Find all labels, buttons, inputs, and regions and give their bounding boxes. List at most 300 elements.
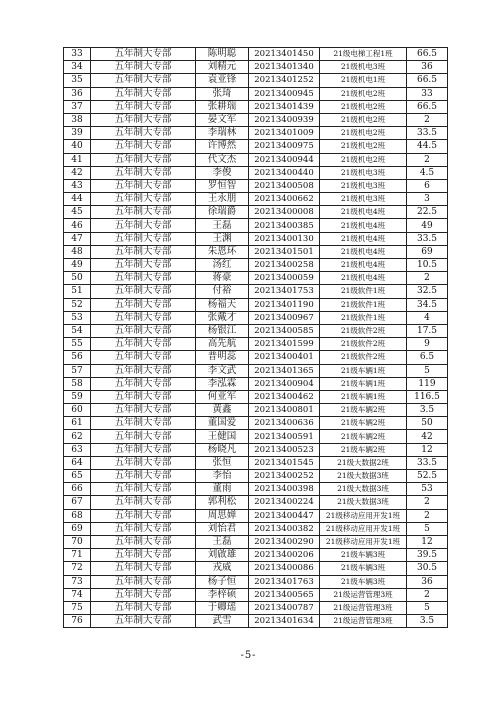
row-number: 69: [64, 522, 91, 535]
department-cell: 五年制大专部: [91, 509, 196, 522]
row-number: 73: [64, 575, 91, 588]
class-cell: 21级机电4班: [320, 206, 407, 219]
row-number: 53: [64, 311, 91, 324]
row-number: 61: [64, 417, 91, 430]
student-id-cell: 20213401599: [249, 338, 320, 351]
department-cell: 五年制大专部: [91, 206, 196, 219]
score-cell: 116.5: [407, 390, 448, 403]
table-row: [64, 324, 448, 337]
score-cell: 2: [407, 509, 448, 522]
student-name-cell: 李俊: [196, 166, 249, 179]
score-cell: 12: [407, 535, 448, 548]
department-cell: 五年制大专部: [91, 259, 196, 272]
table-row: [64, 522, 448, 535]
class-cell: 21级车辆2班: [320, 417, 407, 430]
student-id-cell: 20213400440: [249, 166, 320, 179]
score-cell: 34.5: [407, 298, 448, 311]
row-number: 64: [64, 456, 91, 469]
student-name-cell: 王磊: [196, 535, 249, 548]
row-number: 46: [64, 219, 91, 232]
class-cell: 21级运营管理3班: [320, 588, 407, 601]
row-number: 38: [64, 113, 91, 126]
student-name-cell: 徐瑞爵: [196, 206, 249, 219]
table-row: [64, 259, 448, 272]
department-cell: 五年制大专部: [91, 166, 196, 179]
table-row: [64, 298, 448, 311]
class-cell: 21级大数据3班: [320, 470, 407, 483]
class-cell: 21级机电3班: [320, 193, 407, 206]
student-name-cell: 杨晓凡: [196, 443, 249, 456]
row-number: 48: [64, 245, 91, 258]
table-row: [64, 219, 448, 232]
class-cell: 21级机电3班: [320, 61, 407, 74]
table-row: [64, 430, 448, 443]
student-id-cell: 20213401450: [249, 48, 320, 61]
row-number: 41: [64, 153, 91, 166]
score-cell: 66.5: [407, 100, 448, 113]
class-cell: 21级车辆3班: [320, 562, 407, 575]
student-id-cell: 20213400258: [249, 259, 320, 272]
score-cell: 49: [407, 219, 448, 232]
student-id-cell: 20213401365: [249, 364, 320, 377]
table-row: [64, 206, 448, 219]
table-row: [64, 179, 448, 192]
table-row: [64, 232, 448, 245]
student-name-cell: 代文杰: [196, 153, 249, 166]
department-cell: 五年制大专部: [91, 390, 196, 403]
score-cell: 52.5: [407, 470, 448, 483]
class-cell: 21级车辆2班: [320, 443, 407, 456]
department-cell: 五年制大专部: [91, 153, 196, 166]
student-name-cell: 付裕: [196, 285, 249, 298]
table-row: [64, 87, 448, 100]
student-name-cell: 罗恒智: [196, 179, 249, 192]
table-row: [64, 61, 448, 74]
student-name-cell: 武雪: [196, 615, 249, 628]
department-cell: 五年制大专部: [91, 285, 196, 298]
student-id-cell: 20213400398: [249, 483, 320, 496]
student-name-cell: 杨子恒: [196, 575, 249, 588]
department-cell: 五年制大专部: [91, 443, 196, 456]
student-id-cell: 20213400801: [249, 404, 320, 417]
student-id-cell: 20213400944: [249, 153, 320, 166]
table-row: [64, 245, 448, 258]
department-cell: 五年制大专部: [91, 311, 196, 324]
score-cell: 33: [407, 87, 448, 100]
table-row: [64, 127, 448, 140]
table-row: [64, 509, 448, 522]
department-cell: 五年制大专部: [91, 470, 196, 483]
class-cell: 21级车辆1班: [320, 377, 407, 390]
score-cell: 2: [407, 496, 448, 509]
score-cell: 10.5: [407, 259, 448, 272]
student-id-cell: 20213400939: [249, 113, 320, 126]
row-number: 34: [64, 61, 91, 74]
class-cell: 21级车辆2班: [320, 430, 407, 443]
department-cell: 五年制大专部: [91, 615, 196, 628]
table-row: [64, 272, 448, 285]
row-number: 47: [64, 232, 91, 245]
department-cell: 五年制大专部: [91, 456, 196, 469]
department-cell: 五年制大专部: [91, 417, 196, 430]
department-cell: 五年制大专部: [91, 549, 196, 562]
page-number: -5-: [240, 650, 257, 661]
score-cell: 3.5: [407, 404, 448, 417]
student-id-cell: 20213400224: [249, 496, 320, 509]
score-cell: 42: [407, 430, 448, 443]
department-cell: 五年制大专部: [91, 364, 196, 377]
student-id-cell: 20213400523: [249, 443, 320, 456]
student-name-cell: 刘啟雄: [196, 549, 249, 562]
row-number: 33: [64, 48, 91, 61]
table-row: [64, 496, 448, 509]
score-cell: 17.5: [407, 324, 448, 337]
department-cell: 五年制大专部: [91, 338, 196, 351]
student-id-cell: 20213400904: [249, 377, 320, 390]
table-row: [64, 535, 448, 548]
score-cell: 33.5: [407, 456, 448, 469]
table-row: [64, 113, 448, 126]
score-cell: 9: [407, 338, 448, 351]
row-number: 67: [64, 496, 91, 509]
table-row: [64, 443, 448, 456]
student-id-cell: 20213401763: [249, 575, 320, 588]
table-row: [64, 100, 448, 113]
student-name-cell: 王磊: [196, 219, 249, 232]
class-cell: 21级机电3班: [320, 179, 407, 192]
row-number: 59: [64, 390, 91, 403]
student-name-cell: 张恒: [196, 456, 249, 469]
department-cell: 五年制大专部: [91, 601, 196, 614]
row-number: 45: [64, 206, 91, 219]
department-cell: 五年制大专部: [91, 404, 196, 417]
student-id-cell: 20213401545: [249, 456, 320, 469]
table-row: [64, 74, 448, 87]
student-name-cell: 王永朋: [196, 193, 249, 206]
row-number: 50: [64, 272, 91, 285]
table-row: [64, 404, 448, 417]
student-name-cell: 李瑞林: [196, 127, 249, 140]
student-name-cell: 刘怡君: [196, 522, 249, 535]
score-cell: 39.5: [407, 549, 448, 562]
student-name-cell: 张戴才: [196, 311, 249, 324]
table-row: [64, 549, 448, 562]
table-row: [64, 377, 448, 390]
student-id-cell: 20213400585: [249, 324, 320, 337]
department-cell: 五年制大专部: [91, 48, 196, 61]
class-cell: 21级机电4班: [320, 219, 407, 232]
row-number: 60: [64, 404, 91, 417]
student-name-cell: 董国爱: [196, 417, 249, 430]
row-number: 37: [64, 100, 91, 113]
row-number: 76: [64, 615, 91, 628]
score-cell: 4.5: [407, 166, 448, 179]
class-cell: 21级机电2班: [320, 127, 407, 140]
student-name-cell: 许博然: [196, 140, 249, 153]
class-cell: 21级大数据3班: [320, 483, 407, 496]
student-id-cell: 20213401439: [249, 100, 320, 113]
row-number: 70: [64, 535, 91, 548]
table-row: [64, 311, 448, 324]
class-cell: 21级大数据3班: [320, 496, 407, 509]
department-cell: 五年制大专部: [91, 219, 196, 232]
department-cell: 五年制大专部: [91, 575, 196, 588]
student-name-cell: 何亚军: [196, 390, 249, 403]
student-name-cell: 朱恩环: [196, 245, 249, 258]
class-cell: 21级运营管理3班: [320, 601, 407, 614]
score-cell: 2: [407, 113, 448, 126]
class-cell: 21级软件1班: [320, 298, 407, 311]
row-number: 74: [64, 588, 91, 601]
class-cell: 21级软件1班: [320, 311, 407, 324]
score-cell: 2: [407, 153, 448, 166]
class-cell: 21级移动应用开发1班: [320, 509, 407, 522]
department-cell: 五年制大专部: [91, 535, 196, 548]
student-id-cell: 20213400636: [249, 417, 320, 430]
score-cell: 36: [407, 575, 448, 588]
student-id-cell: 20213400008: [249, 206, 320, 219]
student-name-cell: 李梓硕: [196, 588, 249, 601]
table-row: [64, 575, 448, 588]
class-cell: 21级移动应用开发1班: [320, 535, 407, 548]
score-cell: 119: [407, 377, 448, 390]
student-id-cell: 20213400059: [249, 272, 320, 285]
class-cell: 21级移动应用开发1班: [320, 522, 407, 535]
department-cell: 五年制大专部: [91, 324, 196, 337]
score-cell: 44.5: [407, 140, 448, 153]
class-cell: 21级车辆1班: [320, 390, 407, 403]
table-row: [64, 562, 448, 575]
table-row: [64, 48, 448, 61]
student-score-table: [63, 47, 448, 628]
class-cell: 21级车辆2班: [320, 404, 407, 417]
row-number: 40: [64, 140, 91, 153]
row-number: 68: [64, 509, 91, 522]
student-name-cell: 董雨: [196, 483, 249, 496]
student-id-cell: 20213401252: [249, 74, 320, 87]
row-number: 63: [64, 443, 91, 456]
row-number: 75: [64, 601, 91, 614]
class-cell: 21级车辆3班: [320, 575, 407, 588]
student-name-cell: 于卿瑶: [196, 601, 249, 614]
row-number: 35: [64, 74, 91, 87]
score-cell: 6: [407, 179, 448, 192]
student-name-cell: 杨银江: [196, 324, 249, 337]
student-id-cell: 20213401634: [249, 615, 320, 628]
score-cell: 36: [407, 61, 448, 74]
class-cell: 21级机电4班: [320, 272, 407, 285]
score-cell: 4: [407, 311, 448, 324]
department-cell: 五年制大专部: [91, 562, 196, 575]
row-number: 44: [64, 193, 91, 206]
student-name-cell: 王渊: [196, 232, 249, 245]
student-id-cell: 20213400401: [249, 351, 320, 364]
department-cell: 五年制大专部: [91, 127, 196, 140]
student-name-cell: 晏文军: [196, 113, 249, 126]
table-row: [64, 417, 448, 430]
class-cell: 21级车辆1班: [320, 364, 407, 377]
department-cell: 五年制大专部: [91, 193, 196, 206]
student-id-cell: 20213400447: [249, 509, 320, 522]
class-cell: 21级软件2班: [320, 351, 407, 364]
student-id-cell: 20213401340: [249, 61, 320, 74]
row-number: 54: [64, 324, 91, 337]
row-number: 55: [64, 338, 91, 351]
row-number: 49: [64, 259, 91, 272]
department-cell: 五年制大专部: [91, 522, 196, 535]
department-cell: 五年制大专部: [91, 74, 196, 87]
table-row: [64, 483, 448, 496]
row-number: 72: [64, 562, 91, 575]
score-cell: 69: [407, 245, 448, 258]
row-number: 57: [64, 364, 91, 377]
department-cell: 五年制大专部: [91, 61, 196, 74]
score-cell: 5: [407, 522, 448, 535]
student-id-cell: 20213400565: [249, 588, 320, 601]
row-number: 42: [64, 166, 91, 179]
score-cell: 33.5: [407, 232, 448, 245]
student-id-cell: 20213400130: [249, 232, 320, 245]
student-id-cell: 20213400662: [249, 193, 320, 206]
table-row: [64, 140, 448, 153]
row-number: 71: [64, 549, 91, 562]
student-id-cell: 20213400945: [249, 87, 320, 100]
department-cell: 五年制大专部: [91, 113, 196, 126]
student-id-cell: 20213401190: [249, 298, 320, 311]
department-cell: 五年制大专部: [91, 588, 196, 601]
table-row: [64, 588, 448, 601]
score-cell: 22.5: [407, 206, 448, 219]
row-number: 51: [64, 285, 91, 298]
class-cell: 21级软件2班: [320, 338, 407, 351]
student-id-cell: 20213400462: [249, 390, 320, 403]
department-cell: 五年制大专部: [91, 140, 196, 153]
class-cell: 21级机电2班: [320, 153, 407, 166]
score-cell: 3.5: [407, 615, 448, 628]
class-cell: 21级机电1班: [320, 74, 407, 87]
class-cell: 21级机电4班: [320, 245, 407, 258]
class-cell: 21级机电4班: [320, 259, 407, 272]
class-cell: 21级机电2班: [320, 100, 407, 113]
score-cell: 5: [407, 364, 448, 377]
department-cell: 五年制大专部: [91, 232, 196, 245]
student-name-cell: 张琦: [196, 87, 249, 100]
score-cell: 6.5: [407, 351, 448, 364]
score-cell: 53: [407, 483, 448, 496]
student-name-cell: 普明蕊: [196, 351, 249, 364]
student-id-cell: 20213400975: [249, 140, 320, 153]
student-id-cell: 20213400382: [249, 522, 320, 535]
table-row: [64, 615, 448, 628]
score-cell: 2: [407, 272, 448, 285]
row-number: 39: [64, 127, 91, 140]
student-name-cell: 王健国: [196, 430, 249, 443]
table-body: [64, 48, 448, 628]
student-name-cell: 李泓霖: [196, 377, 249, 390]
score-cell: 5: [407, 601, 448, 614]
class-cell: 21级机电2班: [320, 140, 407, 153]
row-number: 56: [64, 351, 91, 364]
class-cell: 21级机电4班: [320, 232, 407, 245]
table-row: [64, 601, 448, 614]
department-cell: 五年制大专部: [91, 100, 196, 113]
score-cell: 2: [407, 588, 448, 601]
student-id-cell: 20213400967: [249, 311, 320, 324]
table-row: [64, 470, 448, 483]
department-cell: 五年制大专部: [91, 430, 196, 443]
department-cell: 五年制大专部: [91, 272, 196, 285]
class-cell: 21级机电3班: [320, 166, 407, 179]
class-cell: 21级软件2班: [320, 324, 407, 337]
student-name-cell: 郭利松: [196, 496, 249, 509]
table-row: [64, 338, 448, 351]
class-cell: 21级软件1班: [320, 285, 407, 298]
row-number: 66: [64, 483, 91, 496]
student-name-cell: 高先航: [196, 338, 249, 351]
student-name-cell: 黄鑫: [196, 404, 249, 417]
table-row: [64, 456, 448, 469]
department-cell: 五年制大专部: [91, 377, 196, 390]
student-id-cell: 20213400252: [249, 470, 320, 483]
row-number: 62: [64, 430, 91, 443]
class-cell: 21级机电2班: [320, 113, 407, 126]
student-name-cell: 李怡: [196, 470, 249, 483]
department-cell: 五年制大专部: [91, 483, 196, 496]
student-id-cell: 20213401009: [249, 127, 320, 140]
table-row: [64, 166, 448, 179]
score-cell: 66.5: [407, 74, 448, 87]
score-cell: 66.5: [407, 48, 448, 61]
department-cell: 五年制大专部: [91, 351, 196, 364]
score-cell: 32.5: [407, 285, 448, 298]
department-cell: 五年制大专部: [91, 179, 196, 192]
row-number: 43: [64, 179, 91, 192]
student-id-cell: 20213401753: [249, 285, 320, 298]
student-name-cell: 陈明聪: [196, 48, 249, 61]
student-id-cell: 20213400508: [249, 179, 320, 192]
department-cell: 五年制大专部: [91, 245, 196, 258]
student-name-cell: 李文武: [196, 364, 249, 377]
row-number: 36: [64, 87, 91, 100]
department-cell: 五年制大专部: [91, 496, 196, 509]
student-name-cell: 蒋豪: [196, 272, 249, 285]
student-id-cell: 20213400290: [249, 535, 320, 548]
student-name-cell: 汤红: [196, 259, 249, 272]
score-cell: 3: [407, 193, 448, 206]
score-cell: 12: [407, 443, 448, 456]
student-name-cell: 刘精元: [196, 61, 249, 74]
class-cell: 21级大数据2班: [320, 456, 407, 469]
student-name-cell: 杨福天: [196, 298, 249, 311]
score-cell: 50: [407, 417, 448, 430]
department-cell: 五年制大专部: [91, 87, 196, 100]
student-id-cell: 20213400206: [249, 549, 320, 562]
class-cell: 21级机电2班: [320, 87, 407, 100]
table-row: [64, 153, 448, 166]
department-cell: 五年制大专部: [91, 298, 196, 311]
row-number: 65: [64, 470, 91, 483]
student-name-cell: 张耕瑞: [196, 100, 249, 113]
class-cell: 21级车辆3班: [320, 549, 407, 562]
student-id-cell: 20213400787: [249, 601, 320, 614]
score-cell: 33.5: [407, 127, 448, 140]
table-row: [64, 364, 448, 377]
table-row: [64, 193, 448, 206]
score-cell: 30.5: [407, 562, 448, 575]
student-id-cell: 20213400591: [249, 430, 320, 443]
table-row: [64, 390, 448, 403]
table-row: [64, 285, 448, 298]
